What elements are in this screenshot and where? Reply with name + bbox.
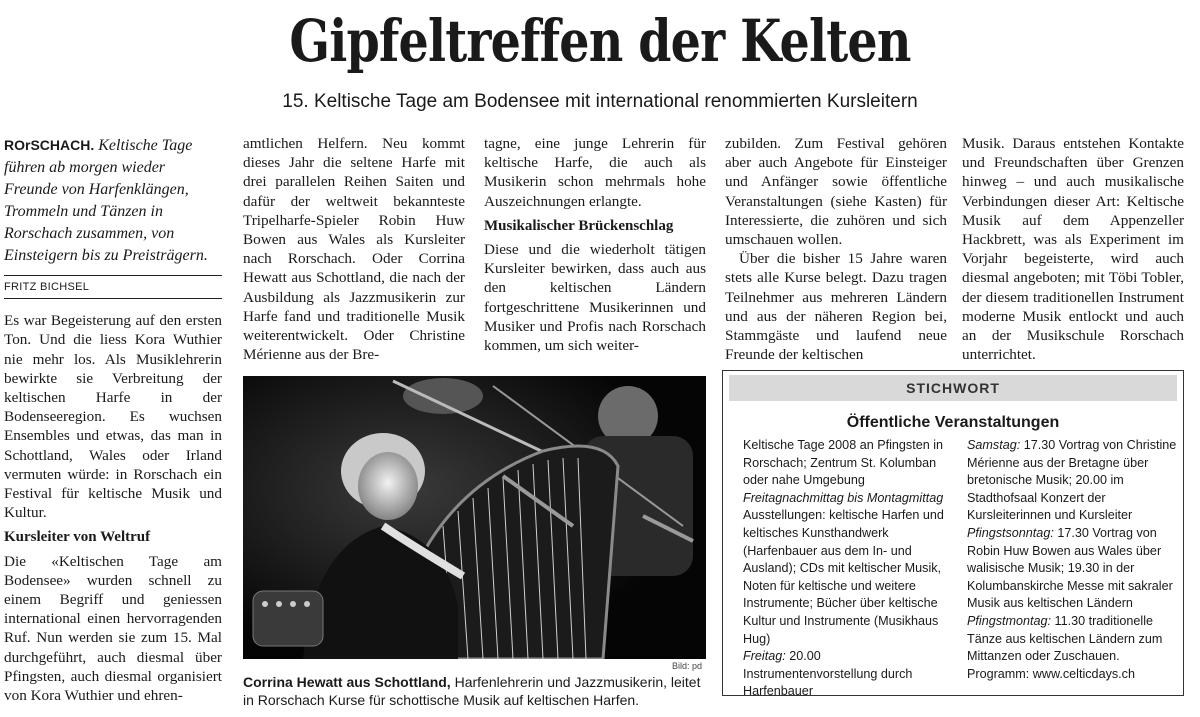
dateline: ROrSCHACH. (4, 137, 95, 153)
caption-lead: Corrina Hewatt aus Schottland, (243, 674, 451, 690)
photo-caption (243, 673, 703, 709)
body-paragraph: Diese und die wiederholt tätigen Kursleiter bewirken, dass auch aus den keltischen Ländern fortgeschrittene Musikerinnen und Musiker und Profis nach Rorschach kommen, um sich weiter- (484, 241, 706, 355)
author-byline: FRITZ BICHSEL (4, 275, 222, 299)
article-column-4 (725, 134, 947, 364)
subheadline: 15. Keltische Tage am Bodensee mit international renommierten Kursleitern (282, 91, 918, 112)
article-column-1 (4, 134, 222, 705)
box-column-right (967, 437, 1177, 683)
body-paragraph: amtlichen Helfern. Neu kommt dieses Jahr die seltene Harfe mit drei parallelen Reihen Saiten und dafür der weltweit bekannteste Tripelharfe-Spieler Robin Huw Bowen aus Wales als Kursleiter nach Rorschach. Oder Corrina Hewatt aus Schottland, die nach der Ausbildung als Jazzmusikerin zur Harfe fand und traditionelle Musik weiterentwickelt. Oder Christine Mérienne aus der Bre- (243, 135, 465, 364)
box-text: Ausstellungen: keltische Harfen und keltisches Kunsthandwerk (Harfenbauer aus dem In- und Ausland); CDs mit keltischer Musik, Noten für keltische und weitere Instrumente; Bücher über keltische Kultur und Instrumente (Musikhaus Hug) (743, 508, 944, 646)
body-paragraph: tagne, eine junge Lehrerin für keltische Harfe, die auch als Musikerin schon mehrmals hohe Auszeichnungen erlangte. (484, 135, 706, 210)
body-paragraph: zubilden. Zum Festival gehören aber auch Angebote für Einsteiger und Anfänger sowie öffentliche Veranstaltungen (siehe Kasten) für Interessierte, die zuhören und sich umschauen wollen. (725, 135, 947, 249)
box-title: Öffentliche Veranstaltungen (846, 414, 1060, 431)
box-day: Freitagnachmittag bis Montagmittag (743, 490, 944, 505)
photo-credit: Bild: pd (672, 661, 703, 671)
harpist-photo-image (243, 376, 706, 659)
section-heading: Musikalischer Brückenschlag (484, 217, 674, 234)
box-text: 20.00 Instrumentenvorstellung durch Harfenbauer (743, 649, 913, 699)
caption-text: Harfenlehrerin und Jazzmusikerin, leitet in Rorschach Kurse für schottische Musik auf keltischen Harfen. (243, 674, 701, 708)
lead-paragraph (4, 134, 222, 267)
harpist-photo (243, 376, 706, 659)
article-column-3 (484, 134, 706, 355)
body-paragraph: Musik. Daraus entstehen Kontakte und Freundschaften über Grenzen hinweg – und auch musikalische Verbindungen dieser Art: Keltische Musik auf dem Appenzeller Hackbrett, was als Experiment im Vorjahr begeisterte, wird auch diesmal angeboten; mit Töbi Tobler, der diesem traditionellen Instrument moderne Musik entlockt und auch an der Musikschule Rorschach unterrichtet. (962, 135, 1184, 364)
body-paragraph: Es war Begeisterung auf den ersten Ton. Und die liess Kora Wuthier nie mehr los. Als Musiklehrerin bewirkte sie Verbreitung der keltischen Harfe in der Bodenseeregion. Es wuchsen Ensembles und etwas, das man in Schottland, Wales oder Irland vermuten würde: in Rorschach ein Festival für keltische Musik und Kultur. (4, 312, 222, 522)
headline: Gipfeltreffen der Kelten (289, 7, 911, 75)
lead-text: Keltische Tage führen ab morgen wieder Freunde von Harfenklängen, Trommeln und Tänzen in Rorschach zusammen, von Einsteigern bis zu Preisträgern. (4, 137, 208, 264)
box-day: Pfingstmontag: (967, 613, 1052, 628)
box-day: Pfingstsonntag: (967, 525, 1054, 540)
program-link: Programm: www.celticdays.ch (967, 666, 1135, 681)
box-text: 11.30 traditionelle Tänze aus keltischen Ländern zum Mittanzen oder Zuschauen. (967, 613, 1163, 664)
box-day: Samstag: (967, 438, 1021, 452)
box-text: 17.30 Vortrag von Christine Mérienne aus der Bretagne über bretonische Musik; 20.00 im Stadthofsaal Konzert der Kursleiterinnen und Kursleiter (967, 438, 1177, 523)
box-label: STICHWORT (729, 375, 1177, 401)
box-text: 17.30 Vortrag von Robin Huw Bowen aus Wales über walisische Musik; 19.30 in der Kolumbanskirche Messe mit sakraler Musik aus keltischen Ländern (967, 525, 1173, 611)
body-paragraph: Über die bisher 15 Jahre waren stets alle Kurse belegt. Dazu tragen Teilnehmer aus mehreren Ländern und aus der näheren Region bei, Stammgäste und laufend neue Freunde der keltischen (725, 250, 947, 364)
article-column-2 (243, 134, 465, 364)
section-heading: Kursleiter von Weltruf (4, 529, 151, 546)
info-box (722, 370, 1184, 699)
box-day: Freitag: (743, 649, 786, 664)
article-column-5 (962, 134, 1184, 364)
box-intro: Keltische Tage 2008 an Pfingsten in Rorschach; Zentrum St. Kolumban oder nahe Umgebung (743, 438, 944, 488)
body-paragraph: Die «Keltischen Tage am Bodensee» wurden schnell zu einem Begriff und geniessen international einen hervorragenden Ruf. Nun werden sie zum 15. Mal durchgeführt, auch diesmal über Pfingsten, auch diesmal organisiert von Kora Wuthier und ehren- (4, 552, 222, 705)
box-column-left (743, 437, 955, 701)
